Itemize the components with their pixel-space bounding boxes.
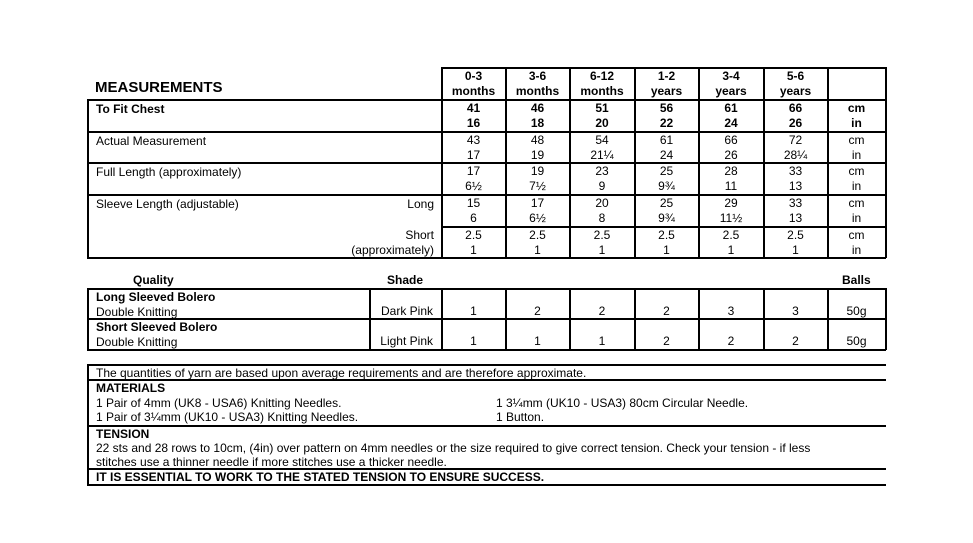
value-cell: 51 20 xyxy=(595,101,609,130)
value-cell: 2.5 1 xyxy=(529,228,546,257)
value-cell: 2.5 1 xyxy=(658,228,675,257)
materials-title: MATERIALS xyxy=(96,381,166,395)
value-cell: 15 6 xyxy=(466,196,481,225)
value-cell: 56 22 xyxy=(659,101,674,130)
shade-cell: Dark Pink xyxy=(380,304,433,318)
value-cell: 41 16 xyxy=(466,101,481,130)
value-cell: 2.5 1 xyxy=(465,228,482,257)
materials-item: 1 Pair of 4mm (UK8 - USA6) Knitting Needles. xyxy=(96,396,342,410)
value-cell: 28 11 xyxy=(724,164,738,193)
value-cell: 25 9¾ xyxy=(658,164,675,193)
value-cell: 46 18 xyxy=(530,101,545,130)
materials-item: 1 Pair of 3¼mm (UK10 - USA3) Knitting Needles. xyxy=(96,410,359,424)
tension-text: stitches use a thinner needle if more stitches use a thicker needle. xyxy=(96,455,447,469)
balls-cell: 2 xyxy=(598,304,606,318)
value-cell: 17 6½ xyxy=(465,164,482,193)
balls-unit: 50g xyxy=(846,334,867,348)
row-sublabel-long: Long xyxy=(407,197,434,211)
balls-cell: 2 xyxy=(663,334,670,348)
size-header: 3-6 months xyxy=(515,69,560,98)
value-cell: 61 24 xyxy=(724,101,738,130)
essential-note: IT IS ESSENTIAL TO WORK TO THE STATED TENSION TO ENSURE SUCCESS. xyxy=(96,470,545,484)
materials-item: 1 Button. xyxy=(496,410,545,424)
yarn-header-balls: Balls xyxy=(842,273,871,287)
value-cell: 2.5 1 xyxy=(593,228,611,257)
value-cell: 20 8 xyxy=(595,196,609,225)
yarn-header-shade: Shade xyxy=(387,273,424,287)
value-cell: 23 9 xyxy=(595,164,609,193)
balls-cell: 1 xyxy=(534,334,541,348)
value-cell: 17 6½ xyxy=(529,196,546,225)
value-cell: 61 24 xyxy=(659,133,674,162)
value-cell: 2.5 1 xyxy=(722,228,740,257)
size-header: 6-12 months xyxy=(580,69,624,98)
balls-cell: 1 xyxy=(598,334,606,348)
value-cell: 54 21¼ xyxy=(590,133,614,162)
materials-item: 1 3¼mm (UK10 - USA3) 80cm Circular Needle. xyxy=(496,396,749,410)
balls-unit: 50g xyxy=(846,304,867,318)
value-cell: 43 17 xyxy=(466,133,481,162)
unit-cell: cm in xyxy=(848,164,865,193)
value-cell: 66 26 xyxy=(788,101,803,130)
shade-cell: Light Pink xyxy=(380,334,433,348)
yarn-header-quality: Quality xyxy=(133,273,174,287)
value-cell: 2.5 1 xyxy=(787,228,804,257)
row-label-sleeve: Sleeve Length (adjustable) xyxy=(96,197,239,211)
size-header: 0-3 months xyxy=(451,69,496,98)
balls-cell: 3 xyxy=(792,304,799,318)
balls-cell: 1 xyxy=(470,334,477,348)
balls-cell: 2 xyxy=(663,304,670,318)
unit-cell: cm in xyxy=(847,101,866,130)
size-header: 1-2 years xyxy=(650,69,683,98)
row-label-chest: To Fit Chest xyxy=(96,102,165,116)
quantities-note: The quantities of yarn are based upon average requirements and are therefore approximate. xyxy=(96,366,587,380)
row-sublabel-short: Short (approximately) xyxy=(351,228,434,257)
row-label-full-length: Full Length (approximately) xyxy=(96,165,242,179)
measurements-title: MEASUREMENTS xyxy=(95,79,223,96)
value-cell: 33 13 xyxy=(788,196,803,225)
yarn-row-short: Short Sleeved Bolero Double Knitting xyxy=(96,320,218,349)
tension-title: TENSION xyxy=(96,427,150,441)
value-cell: 66 26 xyxy=(724,133,738,162)
value-cell: 72 28¼ xyxy=(783,133,808,162)
unit-cell: cm in xyxy=(848,133,865,162)
balls-cell: 2 xyxy=(727,334,735,348)
value-cell: 48 19 xyxy=(530,133,545,162)
value-cell: 33 13 xyxy=(788,164,803,193)
balls-cell: 2 xyxy=(792,334,799,348)
value-cell: 29 11½ xyxy=(719,196,743,225)
value-cell: 25 9¾ xyxy=(658,196,675,225)
size-header: 5-6 years xyxy=(779,69,812,98)
value-cell: 19 7½ xyxy=(529,164,546,193)
size-header: 3-4 years xyxy=(715,69,747,98)
balls-cell: 3 xyxy=(727,304,735,318)
unit-cell: cm in xyxy=(848,228,865,257)
balls-cell: 2 xyxy=(534,304,541,318)
yarn-row-long: Long Sleeved Bolero Double Knitting xyxy=(96,290,216,319)
tension-text: 22 sts and 28 rows to 10cm, (4in) over pattern on 4mm needles or the size required to give correct tension. Check your tension - if less xyxy=(96,441,811,455)
row-label-actual: Actual Measurement xyxy=(96,134,207,148)
unit-cell: cm in xyxy=(848,196,865,225)
balls-cell: 1 xyxy=(470,304,477,318)
